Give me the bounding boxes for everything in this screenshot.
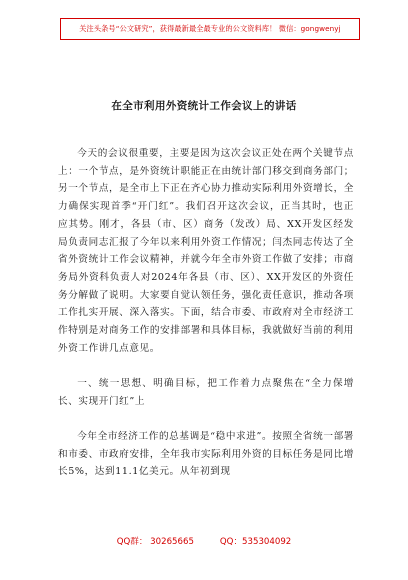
footer-qq-group: QQ群： 30265665 xyxy=(116,537,194,547)
footer-qq: QQ：535304092 xyxy=(219,537,292,547)
section-heading-1: 一、统一思想、明确目标，把工作着力点聚焦在“全力保增长、实现开门红”上 xyxy=(58,378,354,407)
header-banner: 关注头条号“公文研究”，获得最新最全最专业的公文资料库！ 微信：gongwenyj xyxy=(60,18,360,40)
footer-contact xyxy=(0,535,408,547)
document-title: 在全市利用外资统计工作会议上的讲话 xyxy=(111,100,297,112)
document-body xyxy=(58,145,354,481)
paragraph-section-1: 今年全市经济工作的总基调是“稳中求进”。按照全省统一部署和市委、市政府安排，全年我市实际利用外资的目标任务是同比增长5%，达到11.1亿美元。从年初到现 xyxy=(58,431,354,478)
paragraph-opening: 今天的会议很重要，主要是因为这次会议正处在两个关键节点上：一个节点，是外资统计职能正在由统计部门移交到商务部门；另一个节点，是全市上下正在齐心协力推动实际利用外资增长，全力确保实现首季“开门红”。我们召开这次会议，正当其时，也正应其势。刚才，各县（市、区）商务（发改）局、XX开发区经发局负责同志汇报了今年以来利用外资工作情况；闫杰同志传达了全省外资统计工作会议精神，并就今年全市外资工作做了安排；市商务局外资科负责人对2024年各县（市、区）、XX开发区的外资任务分解做了说明。大家要自觉认领任务，强化责任意识，推动各项工作扎实开展、深入落实。下面，结合市委、市政府对全市经济工作特别是对商务工作的安排部署和具体目标，我就做好当前的利用外资工作讲几点意见。 xyxy=(58,148,354,354)
